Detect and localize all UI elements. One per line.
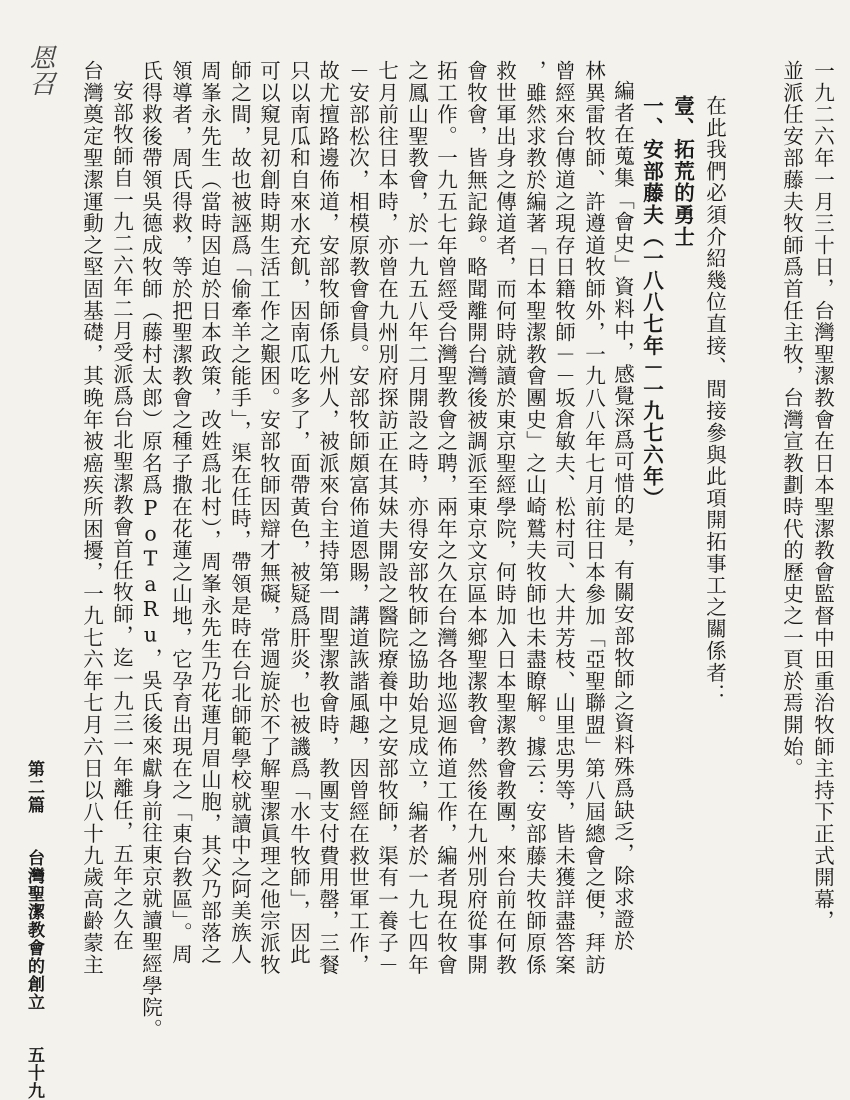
text-column: 領導者，周氏得救，等於把聖潔教會之種子撒在花蓮之山地，它孕育出現在之「東台教區」。周 bbox=[168, 60, 193, 966]
text-column: 師之間，故也被誣爲「偷牽羊之能手」，渠在任時，帶領是時在台北師範學校就讀中之阿美族人 bbox=[227, 60, 252, 966]
text-column: 七月前往日本時，亦曾在九州別府探訪正在其妹夫開設之醫院療養中之安部牧師，渠有一養子－ bbox=[374, 60, 399, 976]
text-column: 周峯永先生（當時因迫於日本政策，改姓爲北村），周峯永先生乃花蓮月眉山胞，其父乃部落之 bbox=[197, 60, 222, 966]
text-column: 可以窺見初創時期生活工作之艱困。安部牧師因辯才無礙，常週旋於不了解聖潔眞理之他宗派牧 bbox=[256, 60, 281, 976]
page-footer bbox=[22, 760, 47, 1100]
text-column: 安部牧師自一九二六年二月受派爲台北聖潔教會首任牧師，迄一九三一年離任，五年之久在 bbox=[109, 80, 134, 952]
footer-part: 第二篇 bbox=[24, 760, 44, 814]
text-column: 並派任安部藤夫牧師爲首任主牧，台灣宣教劃時代的歷史之一頁於焉開始。 bbox=[779, 60, 804, 780]
handwritten-margin-mark: 恩召 bbox=[25, 44, 55, 96]
text-column: 會牧會，皆無記錄。略聞離開台灣後被調派至東京文京區本鄉聖潔教會，然後在九州別府從事開 bbox=[463, 60, 488, 976]
text-column: 故尤擅路邊佈道，安部牧師係九州人，被派來台主持第一間聖潔教會時，教團支付費用罄，三餐 bbox=[315, 60, 340, 976]
text-column: 只以南瓜和自來水充飢，因南瓜吃多了，面帶黃色，被疑爲肝炎，也被譏爲「水牛牧師」，因此 bbox=[286, 60, 311, 966]
text-column: 救世軍出身之傳道者，而何時就讀於東京聖經學院，何時加入日本聖潔教會教團，來台前在何教 bbox=[492, 60, 517, 976]
text-column: 林異雷牧師、許遵道牧師外，一九八八年七月前往日本參加「亞聖聯盟」第八屆總會之便，拜訪 bbox=[581, 60, 606, 976]
text-column: －安部松次，相模原教會會員。安部牧師頗富佈道恩賜，講道詼諧風趣，因曾經在救世軍工作， bbox=[345, 60, 370, 976]
text-column: 之鳳山聖教會，於一九五八年二月開設之時，亦得安部牧師之協助始見成立，編者於一九七四年 bbox=[404, 60, 429, 976]
text-column: 台灣奠定聖潔運動之堅固基礎，其晚年被癌疾所困擾，一九七六年七月六日以八十九歲高齡蒙主 bbox=[79, 60, 104, 976]
text-column: ，雖然求教於編著「日本聖潔教會團史」之山崎鷲夫牧師也未盡瞭解。據云：安部藤夫牧師原係 bbox=[522, 60, 547, 976]
subsection-heading: 一、安部藤夫（一八八七年－一九七六年） bbox=[639, 95, 664, 510]
text-column: 一九二六年一月三十日，台灣聖潔教會在日本聖潔教會監督中田重治牧師主持下正式開幕， bbox=[810, 60, 835, 932]
text-column: 氏得救後帶領吳德成牧師（藤村太郎）原名爲PoTaRu，吳氏後來獻身前往東京就讀聖經學院。 bbox=[138, 60, 163, 1041]
text-column: 拓工作。一九五七年曾經受台灣聖教會之聘，兩年之久在台灣各地巡迴佈道工作，編者現在牧會 bbox=[433, 60, 458, 976]
footer-chapter: 台灣聖潔教會的創立 bbox=[24, 849, 44, 1011]
page-number: 五十九 bbox=[24, 1046, 44, 1100]
text-column: 曾經來台傳道之現存日籍牧師－－坂倉敏夫、松村司、大井芳枝、山里忠男等，皆未獲詳盡答案 bbox=[551, 60, 576, 976]
text-column: 編者在蒐集「會史」資料中，感覺深爲可惜的是，有關安部牧師之資料殊爲缺乏，除求證於 bbox=[610, 80, 635, 952]
section-heading: 壹、拓荒的勇士 bbox=[670, 95, 695, 248]
text-column: 在此我們必須介紹幾位直接、間接參與此項開拓事工之關係者： bbox=[702, 95, 727, 706]
